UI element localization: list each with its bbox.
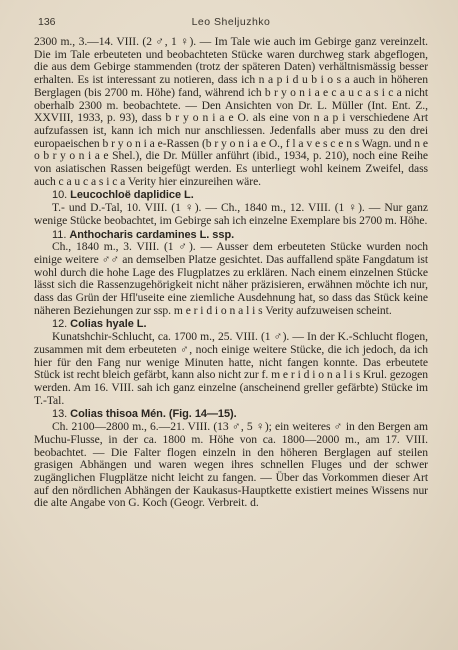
paragraph-cardamines: Ch., 1840 m., 3. VIII. (1 ♂). — Ausser dem erbeuteten Stücke wurden noch einige weitere ♂♂ an demselben Platze gesichtet. Das auffallend späte Fangdatum ist wohl durch die hohe Lage des Flugplatzes zu erklären. Nach einem einzelnen Stücke lässt sich die Rassenzugehörigkeit nicht näher präzisieren, erwähnen möchte ich nur, dass das Grün der Hfl'useite eine ziemliche Ausdehnung hat, so dass das Stück keine näheren Beziehungen zur ssp. m e r i d i o n a l i s Verity aufzuweisen scheint. <box>34 240 428 317</box>
paragraph-napi-bryoniae: 2300 m., 3.—14. VIII. (2 ♂, 1 ♀). — Im Tale wie auch im Gebirge ganz vereinzelt. Die im Tale erbeuteten und beobachteten Stücke waren durchweg stark abgeflogen, die aus dem Gebirge stammenden (trotz der späteren Daten) verhältnismässig besser erhalten. Es ist interessant zu notieren, dass ich n a p i d u b i o s a auch in höheren Berglagen (bis 2700 m. Höhe) fand, während ich b r y o n i a e c a u c a s i c a nicht oberhalb 2300 m. beobachtete. — Den Ansichten von Dr. L. Müller (Int. Ent. Z., XXVIII, 1933, p. 93), dass b r y o n i a e O. als eine von n a p i verschiedene Art aufzufassen ist, kann ich mich nur anschliessen. Jedenfalls aber muss zu den drei europaeischen b r y o n i a e-Rassen (b r y o n i a e O., f l a v e s c e n s Wagn. und n e o b r y o n i a e Shel.), die Dr. Müller anführt (ibid., 1934, p. 210), noch eine Reihe von asiatischen Rassen beigefügt werden. Es unterliegt wohl keinem Zweifel, dass auch c a u c a s i c a Verity hier einzureihen wäre. <box>34 35 428 188</box>
species-name: Anthocharis cardamines L. ssp. <box>69 228 235 241</box>
page-body <box>34 36 428 510</box>
species-name: Colias thisoa Mén. (Fig. 14—15). <box>70 408 237 421</box>
paragraph-daplidice: T.- und D.-Tal, 10. VIII. (1 ♀). — Ch., 1840 m., 12. VIII. (1 ♀). — Nur ganz wenige Stücke beobachtet, im Gebirge sah ich einzelne Exemplare bis 2700 m. Höhe. <box>34 201 428 227</box>
paragraph-thisoa: Ch. 2100—2800 m., 6.—21. VIII. (13 ♂, 5 ♀); ein weiteres ♂ in den Bergen am Muchu-Flusse, in der ca. 1800 m. Höhe von ca. 1800—2000 m., am 17. VIII. beobachtet. — Die Falter flogen einzeln in den höheren Berglagen auf steilen grasigen Abhängen und waren wegen ihres schnellen Fluges und der schwer zugänglichen Flugplätze nicht leicht zu fangen. — Über das Vorkommen dieser Art auf den nördlichen Abhängen der Kaukasus-Hauptkette existiert meines Wissens nur die alte Angabe von G. Koch (Geogr. Verbreit. d. <box>34 420 428 510</box>
page-number: 136 <box>38 16 56 28</box>
species-name: Colias hyale L. <box>70 318 147 331</box>
species-number: 11. <box>52 228 67 241</box>
species-number: 12. <box>52 318 68 331</box>
paragraph-hyale: Kunatshchir-Schlucht, ca. 1700 m., 25. VIII. (1 ♂). — In der K.-Schlucht flogen, zusammen mit dem erbeuteten ♂, noch einige weitere Stücke, die ich jedoch, da ich hier für den Fang nur wenige Minuten hatte, nicht fangen konnte. Das erbeutete Stück ist recht bleich gefärbt, kann also nicht zur f. m e r i d i o n a l i s Krul. gezogen werden. Am 16. VIII. sah ich ganz einzelne (anscheinend greller gefärbte) Stücke im T.-Tal. <box>34 330 428 407</box>
page-header <box>34 14 428 36</box>
species-name: Leucochloë daplidice L. <box>70 189 194 202</box>
running-head: Leo Sheljuzhko <box>191 16 271 28</box>
species-number: 13. <box>52 408 68 421</box>
species-number: 10. <box>52 189 68 202</box>
